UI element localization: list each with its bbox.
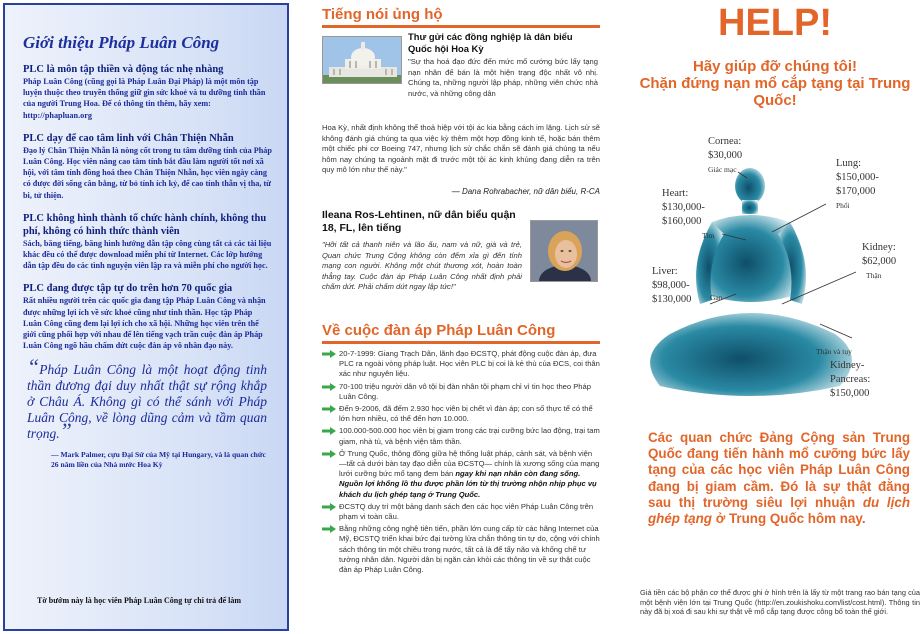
- list-item: [322, 349, 600, 380]
- event-emphasis: ngay khi nạn nhân còn đang sống. Nguồn lợi khổng lồ thu được phần lớn từ thị trường nhộn nhịp phục vụ khách du lịch ghép tạng ở Trung Quốc.: [339, 469, 597, 499]
- organ-name: Cornea:: [708, 136, 742, 147]
- organ-price: $150,000-: [836, 172, 879, 183]
- section-heading: PLC dạy để cao tâm linh với Chân Thiện Nhẫn: [23, 132, 234, 144]
- price-source-note: Giá tiền các bộ phận cơ thể được ghi ở hình trên là lấy từ một trang rao bán tạng của một bệnh viện lớn tại Trung Quốc (http://en.zoukishoku.com/list/cost.html). Thông tin này đã bị xoá đi sau khi sự thật về mổ cắp tạng được công bố toàn thế giới.: [640, 588, 920, 617]
- organ-price: $30,000: [708, 150, 743, 161]
- help-headline: HELP!: [718, 2, 832, 44]
- intro-section-2: [23, 132, 273, 201]
- list-item: [322, 502, 600, 522]
- green-arrow-icon: [322, 405, 336, 413]
- letter-quote-part2: Hoa Kỳ, nhất định không thể thoả hiệp với tội ác kia bằng cách im lặng. Lịch sử sẽ không đánh giá chúng ta qua việc kỳ thêm một hợp đồng kinh tế, hoặc bán thêm một chiếc phi cơ Boeing 747, nhưng lịch sử chắc chắn sẽ đánh giá chúng ta nếu hôm nay chúng ta ngoảnh mặt đi trước một tội ác kinh khủng đang diễn ra trên quy mô lớn như thế này.": [322, 123, 600, 175]
- capitol-photo: [322, 36, 402, 84]
- flyer-footer: Tờ bướm này là học viên Pháp Luân Công tự chi trả để làm: [37, 596, 242, 605]
- help-column: [630, 0, 921, 634]
- letter-title: Thư gửi các đồng nghiệp là dân biểu Quốc hội Hoa Kỳ: [408, 31, 573, 54]
- intro-section-1: [23, 63, 273, 121]
- statement-text: Các quan chức Đảng Cộng sản Trung Quốc đang tiến hành mổ cưỡng bức lấy tạng của các học viên Pháp Luân Công đang bị giam cầm. Đó là sự thật đằng sau thị trường siêu lợi nhuận: [648, 430, 910, 510]
- ileana-title: Ileana Ros-Lehtinen, nữ dân biểu quận 18, FL, lên tiếng: [322, 209, 516, 234]
- section-body: Rất nhiều người trên các quốc gia đang tập Pháp Luân Công và nhận được những lợi ích về sức khoẻ cũng như tinh thần. Học tập Pháp Luân Công cũng đem lại lợi ích cho xã hội. Những học viên trên thế giới cũng phối hợp với nhau để lên tiếng vạch trần cuộc đàn áp Pháp Luân Công ngõ hầu chấm dứt cuộc đàn áp vô nhân đạo này.: [23, 296, 266, 351]
- persecution-list: [322, 349, 600, 577]
- organ-local-name: Thận: [866, 271, 882, 280]
- intro-section-4: [23, 282, 273, 351]
- green-arrow-icon: [322, 427, 336, 435]
- plea-line-1: Hãy giúp đỡ chúng tôi!: [693, 58, 857, 75]
- plea-line-2: Chặn đứng nạn mổ cắp tạng tại Trung Quốc!: [639, 75, 911, 109]
- intro-section-3: [23, 212, 273, 272]
- section-body: Sách, băng tiếng, băng hình hướng dẫn tập công cùng tất cả các tài liệu khác đều có thể được download miễn phí từ Internet. Các lớp hướng dẫn tập đều do các tình nguyện viên lập ra và miễn phí cho người học.: [23, 238, 272, 271]
- letter-attribution: — Dana Rohrabacher, nữ dân biểu, R-CA: [451, 187, 600, 196]
- palmer-quote: [27, 354, 267, 444]
- green-arrow-icon: [322, 450, 336, 458]
- support-heading: Tiếng nói ủng hộ: [322, 6, 600, 28]
- organ-price: $170,000: [836, 186, 876, 197]
- section-heading: PLC không hình thành tổ chức hành chính, không thu phí, không có hình thức thành viên: [23, 212, 267, 237]
- event-text: 100.000-500.000 học viên bị giam trong các trại cưỡng bức lao động, trại tam giam, nhà tù, và bệnh viện tâm thần.: [339, 426, 600, 446]
- intro-panel: [3, 3, 289, 631]
- organ-local-name: Thận và tụy: [816, 347, 852, 356]
- organ-price: $98,000-: [652, 280, 690, 291]
- ileana-quote: "Hỡi tất cả thanh niên và lão ấu, nam và nữ, già và trẻ, Quan chức Trung Cộng không còn đếm xỉa gì đến tính mạng con người. Không một chút thương xót, hoàn toàn thẳng tay. Cuộc đàn áp Pháp Luân Công nhất định phải chấm dứt. Phải chấm dứt ngay lập tức!": [322, 240, 522, 292]
- organ-price-figure: [640, 124, 920, 416]
- ileana-photo: [530, 220, 598, 282]
- green-arrow-icon: [322, 525, 336, 533]
- persecution-heading: Về cuộc đàn áp Pháp Luân Công: [322, 322, 600, 344]
- list-item: [322, 524, 600, 575]
- organ-price: $150,000: [830, 388, 870, 399]
- section-heading: PLC đang được tập tự do trên hơn 70 quốc gia: [23, 283, 233, 295]
- support-column: [320, 0, 600, 634]
- quote-text: Pháp Luân Công là một hoạt động tinh thần đương đại duy nhất thật sự rộng khắp ở Châu Á. Không gì có thể sánh với Pháp Luân Công, về lòng dũng cảm và tầm quan trọng.: [27, 362, 267, 442]
- green-arrow-icon: [322, 383, 336, 391]
- organ-name: Kidney:: [862, 242, 896, 253]
- section-heading: PLC là môn tập thiền và động tác nhẹ nhàng: [23, 64, 224, 75]
- organ-name: Heart:: [662, 188, 689, 199]
- event-text: Đến 9-2006, đã đếm 2.930 học viên bị chết vì đàn áp; con số thực tế có thể lớn hơn nhiều, có thể đến hơn 10.000.: [339, 404, 593, 424]
- section-body: Pháp Luân Công (cũng gọi là Pháp Luân Đại Pháp) là một môn tập luyện thuộc theo truyền thống giữ gìn sức khoẻ và tu dưỡng tinh thần của người Trung Hoa. Để có thông tin thêm, hãy xem: http://phapluan.org: [23, 77, 266, 120]
- organ-name: Kidney-: [830, 360, 865, 371]
- organ-price: $130,000-: [662, 202, 705, 213]
- organ-price: $62,000: [862, 256, 897, 267]
- organ-name: Liver:: [652, 266, 678, 277]
- plea-text: [630, 58, 920, 109]
- event-text: Bằng những công nghệ tiên tiến, phần lớn cung cấp từ các hãng Internet của Mỹ, ĐCSTQ triển khai bức đại tường lửa chắn thông tin tự do, cộng với chính sách thông tin một chiều trong nước, tất cả là để tẩy não và khống chế tư tưởng nhân dân. Người dân bị ngăn cản khỏi các thông tin về sự thật cuộc đàn áp Pháp Luân Công.: [339, 524, 600, 575]
- green-arrow-icon: [322, 350, 336, 358]
- event-text: ĐCSTQ duy trì một bảng danh sách đen các học viên Pháp Luân Công trên phạm vi toàn cầu.: [339, 501, 594, 522]
- quote-mark-icon: “: [27, 354, 40, 380]
- section-body: Đạo lý Chân Thiện Nhẫn là nòng cốt trong tu tâm dưỡng tính của Pháp Luân Công. Học viên nâng cao tâm tính bắt đầu làm người tốt nơi xã hội, với tâm tính đồng hoá theo Chân Thiện Nhẫn, học viên ngày càng có được đời sống cân bằng, từ bỏ tính ích kỷ, để cao tính thẫn vị tha, từ bi, tử thiện.: [23, 145, 272, 200]
- organ-local-name: Gan: [710, 293, 723, 302]
- green-arrow-icon: [322, 503, 336, 511]
- organ-name: Lung:: [836, 158, 862, 169]
- list-item: [322, 426, 600, 446]
- organ-local-name: Phổi: [836, 201, 850, 210]
- quote-mark-icon: ”: [59, 418, 72, 444]
- list-item: [322, 449, 600, 500]
- organ-local-name: Giác mạc: [708, 165, 737, 174]
- list-item: [322, 382, 600, 402]
- organ-price: $160,000: [662, 216, 702, 227]
- help-statement: [648, 430, 910, 527]
- organ-local-name: Tim: [702, 231, 715, 240]
- letter-quote-part1: "Sự tha hoá đạo đức đến mức mổ cướng bức lấy tạng nạn nhân để bán là một hiện trạng độc nhất vô nhị. Chúng ta, những người lập pháp, những viên chức nhà nước, và những công dân: [408, 57, 598, 98]
- list-item: [322, 404, 600, 424]
- quote-attribution: — Mark Palmer, cựu Đại Sứ của Mỹ tại Hungary, và là quan chức 26 năm liền của Nhà nước Hoa Kỳ: [51, 450, 266, 470]
- intro-title: Giới thiệu Pháp Luân Công: [23, 33, 220, 52]
- statement-text-end: ở Trung Quốc hôm nay.: [715, 511, 866, 527]
- statement-emphasis: du lịch ghép tạng: [648, 494, 910, 527]
- event-text: 20-7-1999: Giang Trạch Dân, lãnh đạo ĐCSTQ, phát động cuộc đàn áp, đưa PLC ra ngoài vòng pháp luật. Học viên PLC bị coi là kẻ thù của ĐCS, coi thân xác như nguyên liệu.: [339, 349, 600, 379]
- event-text: 70-100 triệu người dân vô tội bị đàn nhân tội phạm chỉ vì tin học theo Pháp Luân Công.: [339, 381, 591, 401]
- organ-price: $130,000: [652, 294, 692, 305]
- event-text: Ở Trung Quốc, thông đồng giữa hệ thống luật pháp, cảnh sát, và bệnh viện —tất cả dưới bàn tay đạo diễn của ĐCSTQ— chính là xương sống của mạng lưới cưỡng bức mổ tạng đem bán: [339, 448, 600, 479]
- organ-name: Pancreas:: [830, 374, 871, 385]
